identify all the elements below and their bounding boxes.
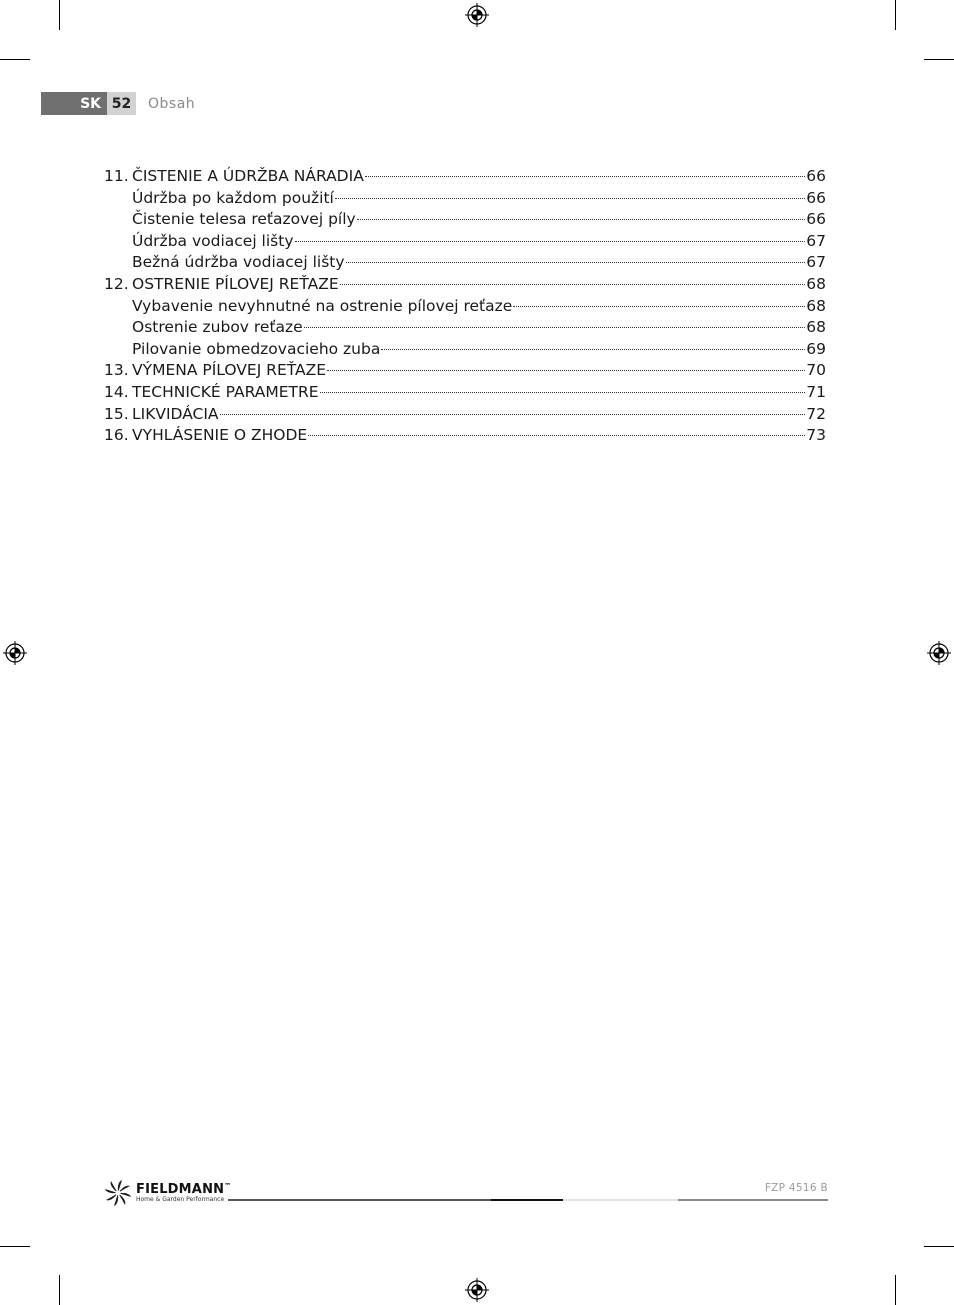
toc-entry-page: 68 <box>806 274 826 293</box>
toc-entry-number: 14. <box>104 382 129 401</box>
registration-mark-icon <box>927 641 951 665</box>
brand-name: FIELDMANN™ <box>136 1182 232 1197</box>
footer-rule <box>228 1199 491 1201</box>
footer-rule <box>678 1199 828 1201</box>
page-footer <box>103 1178 828 1208</box>
toc-entry-label: TECHNICKÉ PARAMETRE <box>132 382 319 401</box>
toc-entry-page: 66 <box>806 188 826 207</box>
footer-rule <box>563 1199 678 1201</box>
crop-mark <box>924 59 954 60</box>
toc-entry-number: 12. <box>104 274 129 293</box>
crop-mark <box>924 1246 954 1247</box>
toc-entry-label: Ostrenie zubov reťaze <box>132 318 303 337</box>
dot-leader <box>295 240 806 242</box>
toc-entry[interactable] <box>104 231 826 253</box>
toc-entry[interactable] <box>104 339 826 361</box>
toc-entry-page: 67 <box>806 253 826 272</box>
toc-entry-label: ČISTENIE A ÚDRŽBA NÁRADIA <box>132 167 364 185</box>
crop-mark <box>895 0 896 30</box>
registration-mark-icon <box>465 1278 489 1302</box>
toc-entry-label: LIKVIDÁCIA <box>132 404 219 423</box>
toc-entry[interactable] <box>104 425 826 447</box>
dot-leader <box>340 283 806 285</box>
toc-entry-label: Bežná údržba vodiacej lišty <box>132 253 345 272</box>
dot-leader <box>365 175 805 177</box>
toc-entry-page: 66 <box>806 210 826 229</box>
brand-tagline: Home & Garden Performance <box>136 1196 225 1203</box>
dot-leader <box>513 305 805 307</box>
dot-leader <box>220 413 806 415</box>
crop-mark <box>59 0 60 30</box>
dot-leader <box>357 218 806 220</box>
toc-entry-page: 66 <box>806 167 826 185</box>
registration-mark-icon <box>465 3 489 27</box>
toc-entry[interactable] <box>104 360 826 382</box>
toc-entry-page: 67 <box>806 231 826 250</box>
dot-leader <box>304 326 806 328</box>
toc-entry-label: VYHLÁSENIE O ZHODE <box>132 426 308 445</box>
toc-entry-page: 73 <box>806 426 826 445</box>
toc-entry[interactable] <box>104 404 826 426</box>
toc-entry-page: 68 <box>806 296 826 315</box>
toc-entry[interactable] <box>104 209 826 231</box>
table-of-contents <box>104 166 826 447</box>
toc-entry-number: 11. <box>104 167 129 185</box>
toc-entry-label: Pilovanie obmedzovacieho zuba <box>132 339 381 358</box>
toc-entry[interactable] <box>104 252 826 274</box>
dot-leader <box>320 391 806 393</box>
toc-entry-page: 71 <box>806 382 826 401</box>
toc-entry-page: 68 <box>806 318 826 337</box>
page-number: 52 <box>107 92 136 115</box>
crop-mark <box>59 1275 60 1305</box>
crop-mark <box>0 59 30 60</box>
toc-entry[interactable] <box>104 296 826 318</box>
toc-entry-label: VÝMENA PÍLOVEJ REŤAZE <box>132 361 327 380</box>
toc-entry[interactable] <box>104 274 826 296</box>
fan-logo-icon <box>103 1178 133 1208</box>
footer-rule <box>491 1199 563 1201</box>
dot-leader <box>327 369 805 371</box>
section-title: Obsah <box>148 95 196 112</box>
toc-entry-page: 69 <box>806 339 826 358</box>
page-header <box>41 92 195 115</box>
toc-entry-number: 15. <box>104 404 129 423</box>
crop-mark <box>895 1275 896 1305</box>
toc-entry[interactable] <box>104 317 826 339</box>
toc-entry-label: Údržba vodiacej lišty <box>132 231 294 250</box>
toc-entry[interactable] <box>104 188 826 210</box>
dot-leader <box>308 434 805 436</box>
dot-leader <box>381 348 805 350</box>
toc-entry-page: 70 <box>806 361 826 380</box>
toc-entry-label: Vybavenie nevyhnutné na ostrenie pílovej reťaze <box>132 296 513 315</box>
toc-entry-label: OSTRENIE PÍLOVEJ REŤAZE <box>132 274 339 293</box>
toc-entry-label: Údržba po každom použití <box>132 188 334 207</box>
brand-logo <box>103 1178 231 1208</box>
toc-entry-label: Čistenie telesa reťazovej píly <box>132 210 356 229</box>
registration-mark-icon <box>3 641 27 665</box>
model-number: FZP 4516 B <box>764 1182 828 1194</box>
language-tab: SK <box>41 92 107 115</box>
toc-entry[interactable] <box>104 166 826 188</box>
toc-entry-number: 16. <box>104 426 129 445</box>
toc-entry[interactable] <box>104 382 826 404</box>
dot-leader <box>335 197 805 199</box>
toc-entry-number: 13. <box>104 361 129 380</box>
toc-entry-page: 72 <box>806 404 826 423</box>
dot-leader <box>346 261 806 263</box>
crop-mark <box>0 1246 30 1247</box>
